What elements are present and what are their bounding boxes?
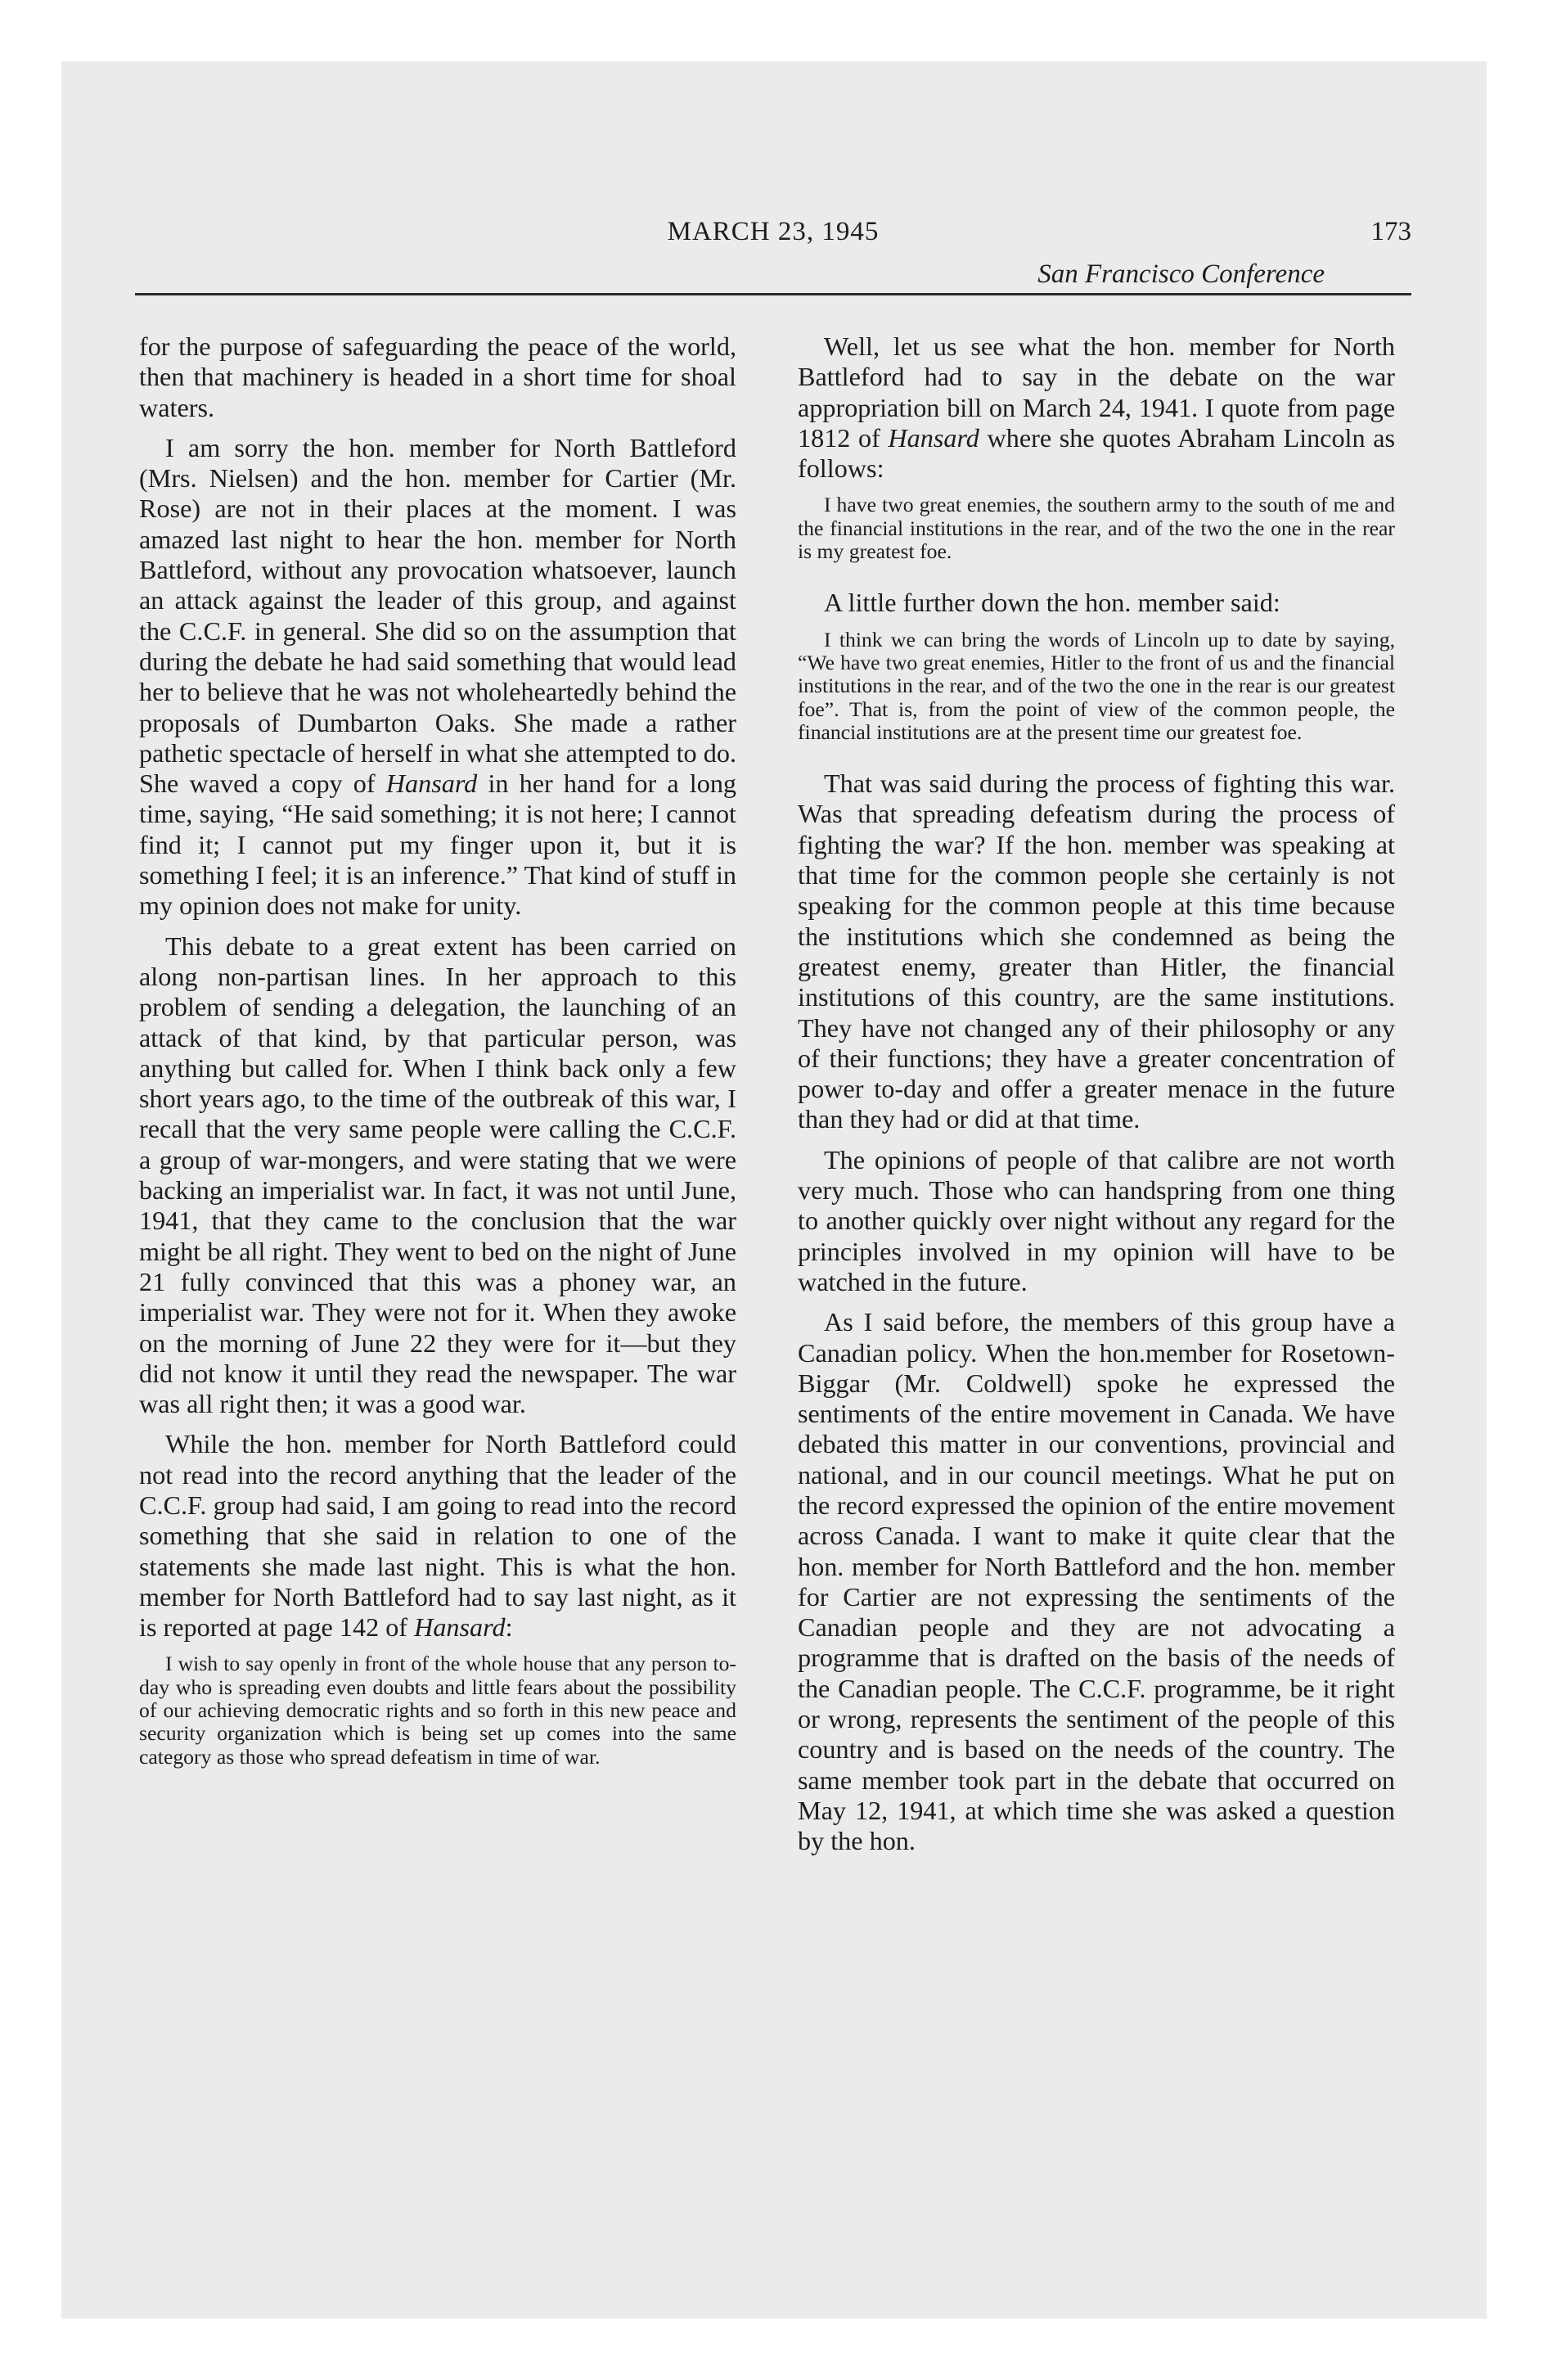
left-column: [139, 331, 736, 1793]
page-header: [135, 151, 1411, 291]
paragraph: While the hon. member for North Battleford could not read into the record anything that the leader of the C.C.F. group had said, I am going to read into the record something that she said in relation to one of the statements she made last night. This is what the hon. member for North Battleford had to say last night, as it is reported at page 142 of Hansard:: [139, 1429, 736, 1643]
paragraph: The opinions of people of that calibre are not worth very much. Those who can handspring from one thing to another quickly over night without any regard for the principles involved in my opinion will have to be watched in the future.: [798, 1144, 1395, 1296]
paragraph: That was said during the process of fighting this war. Was that spreading defeatism during the process of fighting the war? If the hon. member was speaking at that time for the common people she certainly is not speaking for the common people at this time because the institutions which she condemned as being the greatest enemy, greater than Hitler, the financial institutions of this country, are the same institutions. They have not changed any of their philosophy or any of their functions; they have a greater concentration of power to-day and offer a greater menace in the future than they had or did at that time.: [798, 769, 1395, 1134]
block-quote: I think we can bring the words of Lincoln up to date by saying, “We have two great enemies, Hitler to the front of us and the financial institutions in the rear, and of the two the one in the rear is our greatest foe”. That is, from the point of view of the common people, the financial institutions are at the present time our greatest foe.: [798, 627, 1395, 744]
block-quote: I wish to say openly in front of the whole house that any person to-day who is spreading even doubts and little fears about the possibility of our achieving democratic rights and so forth in this new peace and security organization which is being set up comes into the same category as those who spread defeatism in time of war.: [139, 1652, 736, 1769]
paragraph: A little further down the hon. member said:: [824, 588, 1280, 618]
scanned-page: [61, 61, 1487, 2319]
block-quote: I have two great enemies, the southern army to the south of me and the financial institutions in the rear, and of the two the one in the rear is my greatest foe.: [798, 493, 1395, 564]
page-number: 173: [1370, 217, 1411, 246]
paragraph: for the purpose of safeguarding the peace of the world, then that machinery is headed in a short time for shoal waters.: [139, 331, 736, 422]
section-title: San Francisco Conference: [1037, 259, 1325, 289]
paragraph: Well, let us see what the hon. member for North Battleford had to say in the debate on the war appropriation bill on March 24, 1941. I quote from page 1812 of Hansard where she quotes Abraham Lincoln as follows:: [798, 331, 1396, 484]
paragraph: I am sorry the hon. member for North Battleford (Mrs. Nielsen) and the hon. member for Cartier (Mr. Rose) are not in their places at the moment. I was amazed last night to hear the hon. member for North Battleford, without any provocation whatsoever, launch an attack against the leader of this group, and against the C.C.F. in general. She did so on the assumption that during the debate he had said something that would lead her to believe that he was not wholeheartedly behind the proposals of Dumbarton Oaks. She made a rather pathetic spectacle of herself in what she attempted to do. She waved a copy of Hansard in her hand for a long time, saying, “He said something; it is not here; I cannot find it; I cannot put my finger upon it, but it is something I feel; it is an inference.” That kind of stuff in my opinion does not make for unity.: [139, 432, 737, 921]
running-title: MARCH 23, 1945: [667, 217, 880, 246]
right-column: [798, 331, 1395, 1867]
header-rule: [135, 293, 1411, 295]
paragraph: As I said before, the members of this group have a Canadian policy. When the hon.member for Rosetown-Biggar (Mr. Coldwell) spoke he expressed the sentiments of the entire movement in Canada. We have debated this matter in our conventions, provincial and national, and in our council meetings. What he put on the record expressed the opinion of the entire movement across Canada. I want to make it quite clear that the hon. member for North Battleford and the hon. member for Cartier are not expressing the sentiments of the Canadian people and they are not advocating a programme that is drafted on the basis of the needs of the Canadian people. The C.C.F. programme, be it right or wrong, represents the sentiment of the people of this country and is based on the needs of the country. The same member took part in the debate that occurred on May 12, 1941, at which time she was asked a question by the hon.: [798, 1307, 1395, 1856]
paragraph: This debate to a great extent has been carried on along non-partisan lines. In her approach to this problem of sending a delegation, the launching of an attack of that kind, by that particular person, was anything but called for. When I think back only a few short years ago, to the time of the outbreak of this war, I recall that the very same people were calling the C.C.F. a group of war-mongers, and were stating that we were backing an imperialist war. In fact, it was not until June, 1941, that they came to the conclusion that the war might be all right. They went to bed on the night of June 21 fully convinced that this was a phoney war, an imperialist war. They were not for it. When they awoke on the morning of June 22 they were for it—but they did not know it until they read the newspaper. The war was all right then; it was a good war.: [139, 931, 736, 1419]
